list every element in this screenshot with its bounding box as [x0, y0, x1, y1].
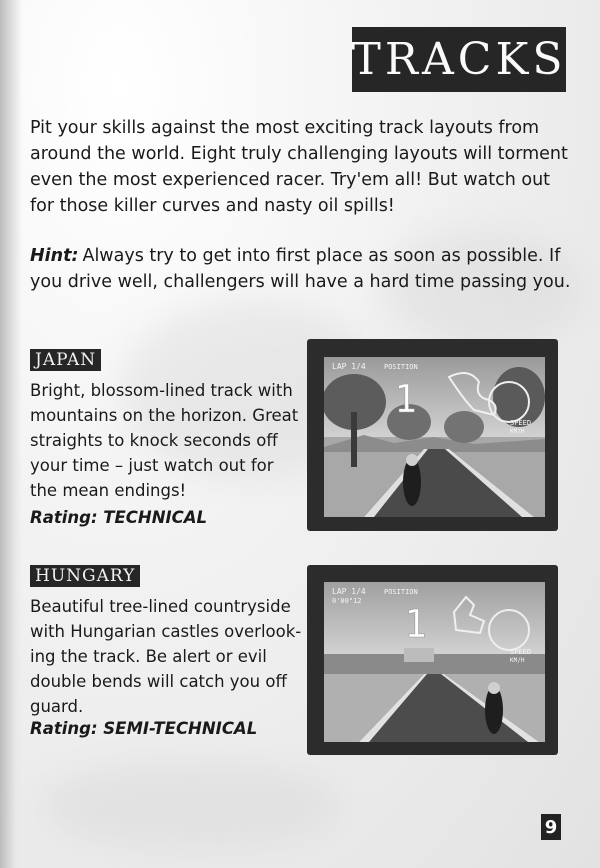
page-spine-shadow — [0, 0, 22, 868]
page-title-box — [352, 27, 566, 92]
intro-paragraph: Pit your skills against the most exciting track layouts from around the world. Eight truly challenging layouts will torment even the most experienced racer. Try'em all! But watch out for those killer curves and nasty oil spills! — [30, 118, 568, 216]
hungary-scene — [324, 582, 545, 742]
page-number: 9 — [541, 814, 561, 840]
tree — [444, 411, 484, 443]
hud-position: 1 — [404, 602, 427, 646]
castle — [404, 648, 434, 662]
hud-position: 1 — [394, 377, 417, 421]
hud-position-label: POSITION — [384, 588, 418, 596]
page-title: TRACKS — [351, 34, 567, 85]
hud-speed-label: SPEED — [510, 648, 532, 656]
background-blotch — [40, 760, 340, 850]
tree-trunk — [351, 412, 357, 467]
rider-helmet — [488, 682, 500, 694]
hud-speed-label: SPEED — [510, 419, 532, 427]
hint-paragraph — [30, 243, 575, 295]
hint-label: Hint: — [30, 246, 79, 266]
hud-lap: LAP 1/4 — [332, 362, 366, 371]
tree — [493, 367, 545, 427]
screenshot-frame-japan — [307, 339, 558, 531]
track-title-japan: JAPAN — [30, 349, 101, 371]
game-screenshot-japan — [324, 357, 545, 517]
hud-speed-unit: KM/H — [510, 657, 525, 664]
hud-position-label: POSITION — [384, 363, 418, 371]
game-screenshot-hungary — [324, 582, 545, 742]
hud-time: 0'00"12 — [332, 597, 362, 605]
track-description-japan: Bright, blossom-lined track with mountains on the horizon. Great straights to knock seconds off your time – just watch out for the mean endings! — [30, 381, 299, 500]
hint-text: Always try to get into first place as soon as possible. If you drive well, challengers will have a hard time passing you. — [30, 246, 571, 292]
track-rating-japan: Rating: TECHNICAL — [30, 508, 208, 527]
track-title-hungary: HUNGARY — [30, 565, 140, 587]
hud-lap: LAP 1/4 — [332, 587, 366, 596]
japan-scene — [324, 357, 545, 517]
hud-speed-unit: KM/H — [510, 428, 525, 435]
rider-helmet — [406, 454, 418, 466]
screenshot-frame-hungary — [307, 565, 558, 755]
track-description-hungary: Beautiful tree-lined countryside with Hungarian castles overlook-ing the track. Be alert or evil double bends will catch you off guard. — [30, 597, 302, 716]
track-rating-hungary: Rating: SEMI-TECHNICAL — [30, 719, 258, 738]
